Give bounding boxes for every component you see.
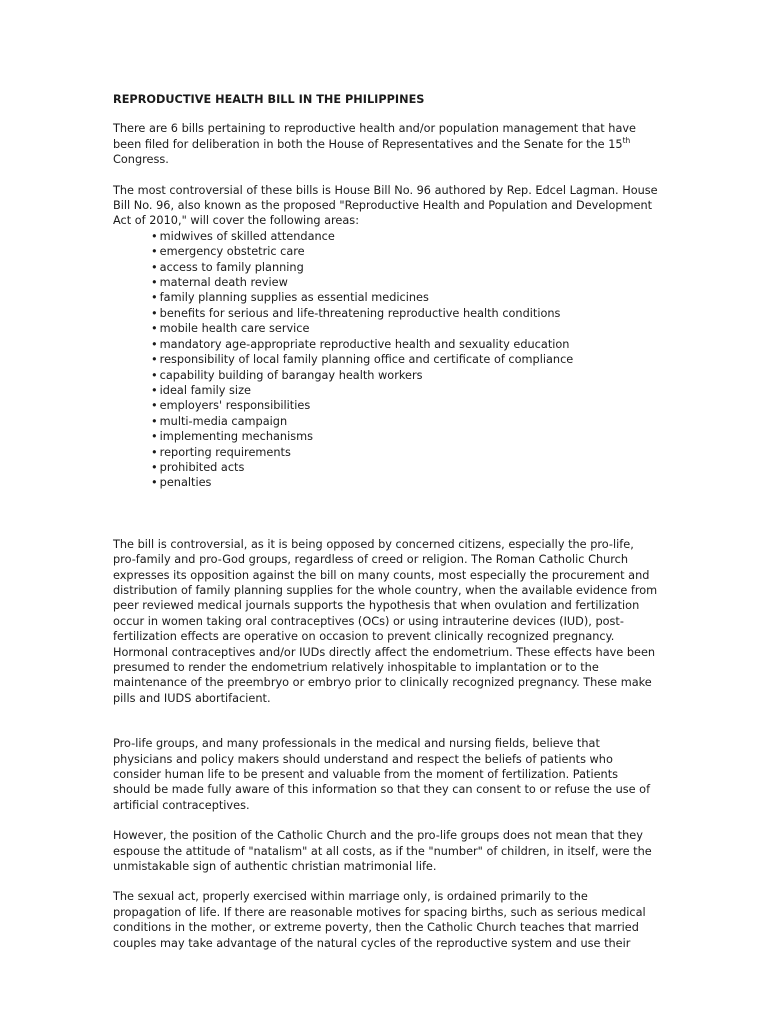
list-item (151, 275, 658, 290)
section-spacer (113, 706, 658, 736)
list-item (151, 445, 658, 460)
bullet-icon: • (151, 337, 158, 351)
list-item (151, 260, 658, 275)
document-page (113, 92, 658, 951)
bullet-icon: • (151, 306, 158, 320)
bullet-icon: • (151, 445, 158, 459)
bullet-icon: • (151, 399, 158, 413)
list-item-text: mandatory age-appropriate reproductive health and sexuality education (159, 337, 570, 351)
list-item (151, 337, 658, 352)
list-item-text: prohibited acts (159, 460, 245, 474)
list-item-text: reporting requirements (159, 445, 291, 459)
list-item-text: benefits for serious and life-threatening reproductive health conditions (159, 306, 561, 320)
list-item-text: capability building of barangay health workers (159, 368, 423, 382)
bullet-icon: • (151, 476, 158, 490)
bullet-icon: • (151, 353, 158, 367)
list-item (151, 475, 658, 490)
list-item-text: emergency obstetric care (159, 245, 305, 259)
intro-text: There are 6 bills pertaining to reproductive health and/or population management that have been filed for deliberation in both the House of Representatives and the Senate for the (113, 122, 636, 151)
bullet-icon: • (151, 368, 158, 382)
list-item (151, 321, 658, 336)
list-item (151, 306, 658, 321)
bullet-icon: • (151, 229, 158, 243)
list-item-text: ideal family size (159, 383, 251, 397)
list-item-text: family planning supplies as essential medicines (159, 291, 429, 305)
list-item-text: multi-media campaign (159, 414, 288, 428)
section-spacer (113, 491, 658, 537)
bullet-icon: • (151, 460, 158, 474)
bullet-icon: • (151, 414, 158, 428)
list-item (151, 398, 658, 413)
list-item-text: responsibility of local family planning office and certificate of compliance (159, 353, 574, 367)
bullet-icon: • (151, 245, 158, 259)
document-title: REPRODUCTIVE HEALTH BILL IN THE PHILIPPINES (113, 93, 425, 106)
list-item-text: employers' responsibilities (159, 399, 311, 413)
list-item-text: midwives of skilled attendance (159, 229, 335, 243)
sexual-act-paragraph: The sexual act, properly exercised within marriage only, is ordained primarily to the propagation of life. If there are reasonable motives for spacing births, such as serious medical conditions in the mother, or extreme poverty, then the Catholic Church teaches that married couples may take advantage of the natural cycles of the reproductive system and use their (113, 890, 646, 950)
list-item-text: implementing mechanisms (159, 430, 314, 444)
list-item (151, 414, 658, 429)
ordinal-suffix: th (622, 136, 631, 146)
natalism-paragraph: However, the position of the Catholic Church and the pro-life groups does not mean that they espouse the attitude of "natalism" at all costs, as if the "number" of children, in itself, were the unmistakable sign of authentic christian matrimonial life. (113, 829, 652, 874)
list-item (151, 429, 658, 444)
bullet-icon: • (151, 291, 158, 305)
bullet-icon: • (151, 430, 158, 444)
list-item (151, 352, 658, 367)
bullet-icon: • (151, 276, 158, 290)
coverage-areas-list (113, 229, 658, 491)
list-item (151, 460, 658, 475)
list-item (151, 290, 658, 305)
prolife-paragraph: Pro-life groups, and many professionals in the medical and nursing fields, believe that physicians and policy makers should understand and respect the beliefs of patients who consider human life to be present and valuable from the moment of fertilization. Patients should be made fully aware of this information so that they can consent to or refuse the use of artificial contraceptives. (113, 737, 651, 812)
list-item-text: access to family planning (159, 260, 304, 274)
lead-paragraph: The most controversial of these bills is House Bill No. 96 authored by Rep. Edcel Lagman. House Bill No. 96, also known as the proposed "Reproductive Health and Population and Development Act of 2010," will cover the following areas: (113, 183, 658, 228)
list-item-text: mobile health care service (159, 322, 310, 336)
controversy-paragraph: The bill is controversial, as it is being opposed by concerned citizens, especially the pro-life, pro-family and pro-God groups, regardless of creed or religion. The Roman Catholic Church expresses its opposition against the bill on many counts, most especially the procurement and distribution of family planning supplies for the whole country, when the available evidence from peer reviewed medical journals supports the hypothesis that when ovulation and fertilization occur in women taking oral contraceptives (OCs) or using intrauterine devices (IUD), post-fertilization effects are operative on occasion to prevent clinically recognized pregnancy. Hormonal contraceptives and/or IUDs directly affect the endometrium. These effects have been presumed to render the endometrium relatively inhospitable to implantation or to the maintenance of the preembryo or embryo prior to clinically recognized pregnancy. These make pills and IUDS abortifacient. (113, 537, 658, 705)
intro-paragraph (113, 121, 658, 167)
section-spacer (113, 813, 658, 828)
bullet-icon: • (151, 383, 158, 397)
list-item (151, 368, 658, 383)
list-item (151, 229, 658, 244)
list-item (151, 244, 658, 259)
intro-text-end: Congress. (113, 153, 169, 167)
congress-number: 15 (608, 137, 623, 151)
section-spacer (113, 874, 658, 889)
bullet-icon: • (151, 260, 158, 274)
list-item (151, 383, 658, 398)
list-item-text: maternal death review (159, 276, 288, 290)
list-item-text: penalties (159, 476, 212, 490)
bullet-icon: • (151, 322, 158, 336)
